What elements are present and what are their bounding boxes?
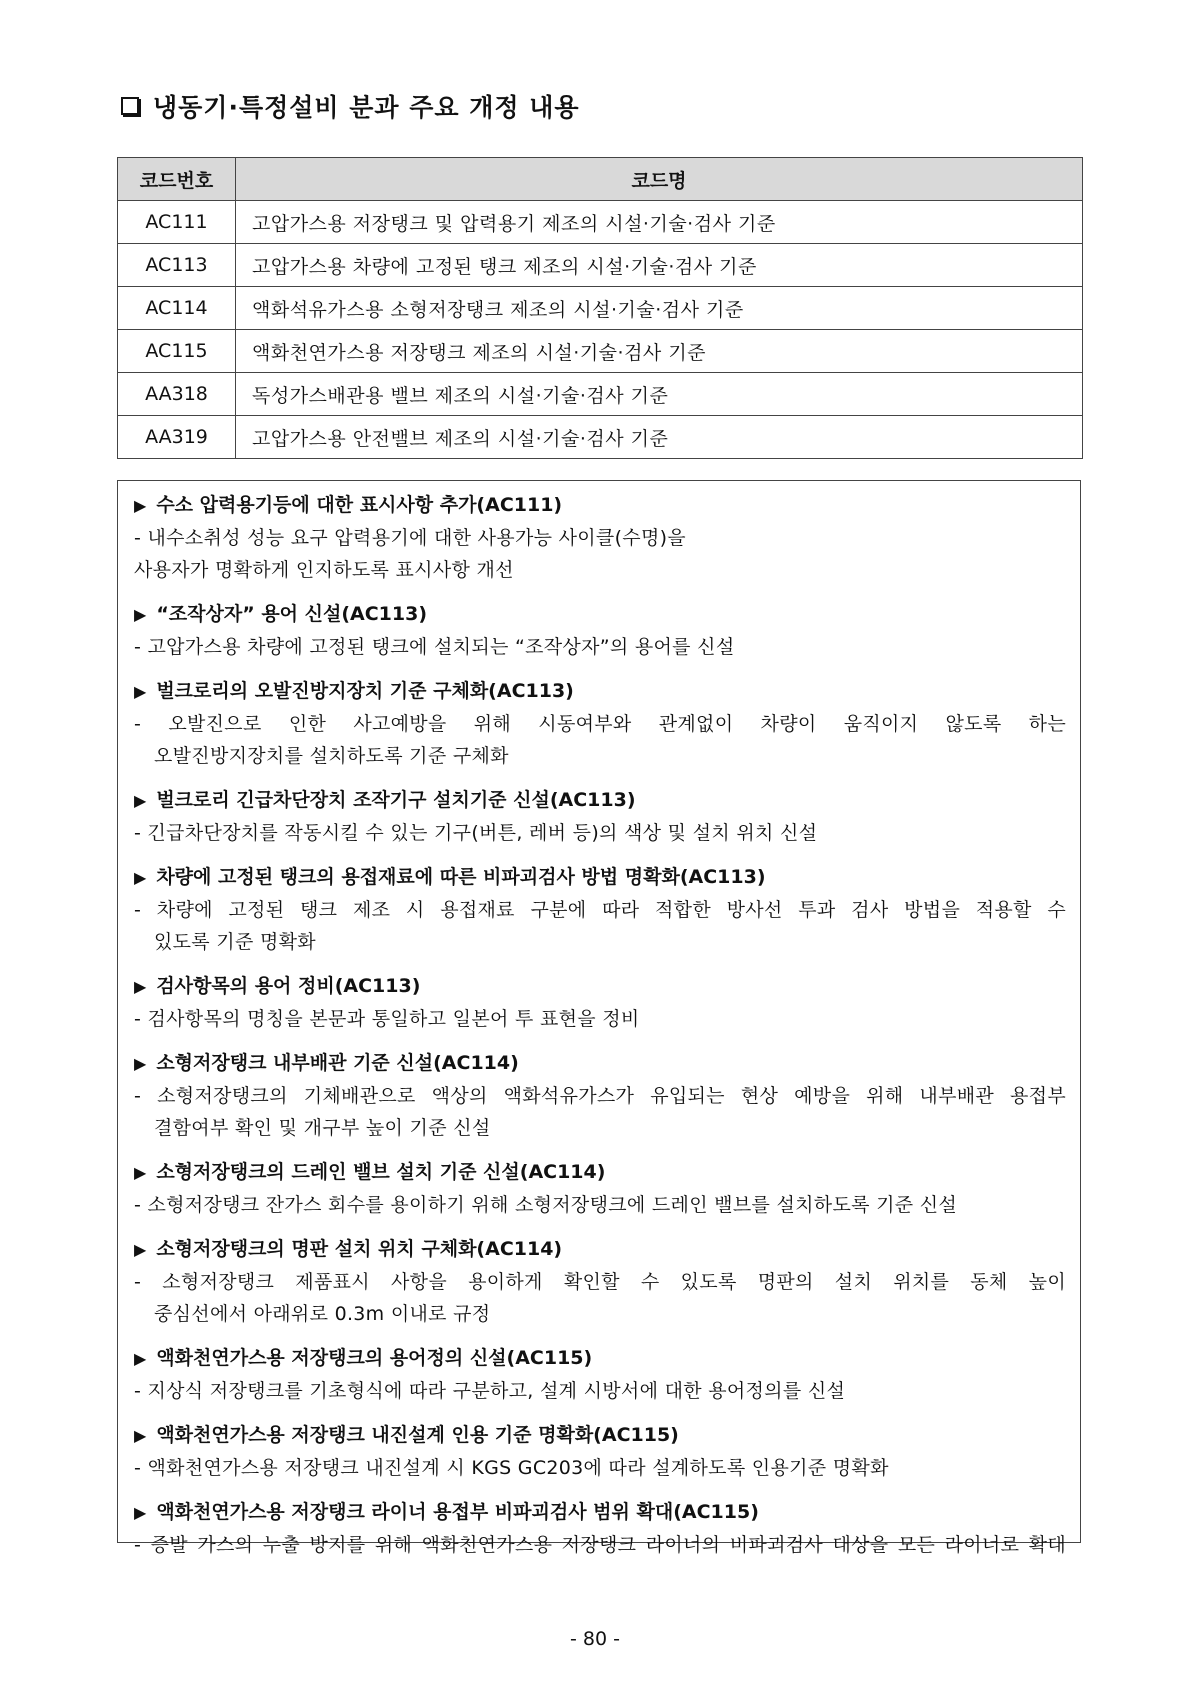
triangle-bullet-icon: ▶ <box>134 1426 147 1445</box>
revision-heading <box>134 1342 1066 1375</box>
revision-item <box>134 1419 1066 1484</box>
revision-heading <box>134 598 1066 631</box>
code-name-cell: 고압가스용 안전밸브 제조의 시설·기술·검사 기준 <box>236 416 1083 459</box>
revision-description: 있도록 기준 명확화 <box>154 931 316 953</box>
triangle-bullet-icon: ▶ <box>134 605 147 624</box>
revision-heading-text: 액화천연가스용 저장탱크의 용어정의 신설(AC115) <box>156 1347 593 1369</box>
revision-item <box>134 970 1066 1035</box>
revision-heading-text: 소형저장탱크 내부배관 기준 신설(AC114) <box>156 1052 519 1074</box>
code-name-cell: 고압가스용 차량에 고정된 탱크 제조의 시설·기술·검사 기준 <box>236 244 1083 287</box>
revision-description: 결함여부 확인 및 개구부 높이 기준 신설 <box>154 1117 491 1139</box>
revision-heading-text: 액화천연가스용 저장탱크 라이너 용접부 비파괴검사 범위 확대(AC115) <box>156 1501 759 1523</box>
revision-description: - 내수소취성 성능 요구 압력용기에 대한 사용가능 사이클(수명)을 <box>134 527 686 549</box>
revision-heading-text: 소형저장탱크의 드레인 밸브 설치 기준 신설(AC114) <box>156 1161 606 1183</box>
revision-heading <box>134 1419 1066 1452</box>
revision-item <box>134 1233 1066 1330</box>
revision-description: 사용자가 명확하게 인지하도록 표시사항 개선 <box>134 559 514 581</box>
revision-description: - 소형저장탱크 제품표시 사항을 용이하게 확인할 수 있도록 명판의 설치 위치를 동체 높이 <box>134 1271 1066 1293</box>
revision-heading <box>134 1047 1066 1080</box>
triangle-bullet-icon: ▶ <box>134 1349 147 1368</box>
revision-description: - 오발진으로 인한 사고예방을 위해 시동여부와 관계없이 차량이 움직이지 않도록 하는 <box>134 713 1066 735</box>
code-cell: AA319 <box>118 416 236 459</box>
revision-description: - 지상식 저장탱크를 기초형식에 따라 구분하고, 설계 시방서에 대한 용어정의를 신설 <box>134 1380 846 1402</box>
revision-heading-text: 검사항목의 용어 정비(AC113) <box>156 975 421 997</box>
revision-description: - 증발 가스의 누출 방지를 위해 액화천연가스용 저장탱크 라이너의 비파괴검사 대상을 모든 라이너로 확대 <box>134 1534 1066 1556</box>
triangle-bullet-icon: ▶ <box>134 868 147 887</box>
revision-item <box>134 1342 1066 1407</box>
revision-heading <box>134 861 1066 894</box>
header-name: 코드명 <box>236 158 1083 201</box>
revision-description: - 액화천연가스용 저장탱크 내진설계 시 KGS GC203에 따라 설계하도록 인용기준 명확화 <box>134 1457 889 1479</box>
code-cell: AC115 <box>118 330 236 373</box>
code-cell: AA318 <box>118 373 236 416</box>
triangle-bullet-icon: ▶ <box>134 1163 147 1182</box>
revision-heading <box>134 1496 1066 1529</box>
revision-heading <box>134 970 1066 1003</box>
table-row <box>118 287 1083 330</box>
triangle-bullet-icon: ▶ <box>134 682 147 701</box>
revision-item <box>134 861 1066 958</box>
revision-description: - 소형저장탱크의 기체배관으로 액상의 액화석유가스가 유입되는 현상 예방을 위해 내부배관 용접부 <box>134 1085 1066 1107</box>
revision-description: - 소형저장탱크 잔가스 회수를 용이하기 위해 소형저장탱크에 드레인 밸브를 설치하도록 기준 신설 <box>134 1194 958 1216</box>
revision-heading-text: 액화천연가스용 저장탱크 내진설계 인용 기준 명확화(AC115) <box>156 1424 679 1446</box>
revision-description: - 차량에 고정된 탱크 제조 시 용접재료 구분에 따라 적합한 방사선 투과 검사 방법을 적용할 수 <box>134 899 1066 921</box>
revision-item <box>134 784 1066 849</box>
triangle-bullet-icon: ▶ <box>134 1054 147 1073</box>
revision-description: 중심선에서 아래위로 0.3m 이내로 규정 <box>154 1303 491 1325</box>
revision-heading <box>134 1233 1066 1266</box>
revision-heading-text: “조작상자” 용어 신설(AC113) <box>156 603 428 625</box>
code-table <box>117 157 1083 459</box>
page-number: - 80 - <box>570 1628 620 1650</box>
revision-description: - 긴급차단장치를 작동시킬 수 있는 기구(버튼, 레버 등)의 색상 및 설치 위치 신설 <box>134 822 818 844</box>
revision-item <box>134 1047 1066 1144</box>
section-title <box>121 88 580 124</box>
revision-heading-text: 벌크로리 긴급차단장치 조작기구 설치기준 신설(AC113) <box>156 789 636 811</box>
triangle-bullet-icon: ▶ <box>134 1503 147 1522</box>
triangle-bullet-icon: ▶ <box>134 1240 147 1259</box>
revision-item <box>134 1156 1066 1221</box>
header-code: 코드번호 <box>118 158 236 201</box>
checkbox-square-icon <box>121 97 139 115</box>
table-row <box>118 201 1083 244</box>
triangle-bullet-icon: ▶ <box>134 496 147 515</box>
revision-item <box>134 675 1066 772</box>
code-name-cell: 고압가스용 저장탱크 및 압력용기 제조의 시설·기술·검사 기준 <box>236 201 1083 244</box>
revision-description: - 고압가스용 차량에 고정된 탱크에 설치되는 “조작상자”의 용어를 신설 <box>134 636 735 658</box>
table-header-row <box>118 158 1083 201</box>
revision-heading <box>134 675 1066 708</box>
revision-heading-text: 차량에 고정된 탱크의 용접재료에 따른 비파괴검사 방법 명확화(AC113) <box>156 866 766 888</box>
revision-item <box>134 1496 1066 1561</box>
code-cell: AC111 <box>118 201 236 244</box>
revision-summary-box <box>117 480 1081 1556</box>
table-row <box>118 416 1083 459</box>
triangle-bullet-icon: ▶ <box>134 791 147 810</box>
revision-heading <box>134 784 1066 817</box>
revision-item <box>134 489 1066 586</box>
revision-heading <box>134 489 1066 522</box>
revision-heading-text: 소형저장탱크의 명판 설치 위치 구체화(AC114) <box>156 1238 563 1260</box>
code-name-cell: 독성가스배관용 밸브 제조의 시설·기술·검사 기준 <box>236 373 1083 416</box>
code-name-cell: 액화석유가스용 소형저장탱크 제조의 시설·기술·검사 기준 <box>236 287 1083 330</box>
code-cell: AC113 <box>118 244 236 287</box>
code-name-cell: 액화천연가스용 저장탱크 제조의 시설·기술·검사 기준 <box>236 330 1083 373</box>
revision-heading-text: 수소 압력용기등에 대한 표시사항 추가(AC111) <box>156 494 563 516</box>
revision-heading-text: 벌크로리의 오발진방지장치 기준 구체화(AC113) <box>156 680 574 702</box>
revision-description: 오발진방지장치를 설치하도록 기준 구체화 <box>154 745 509 767</box>
section-title-text: 냉동기·특정설비 분과 주요 개정 내용 <box>153 93 580 122</box>
triangle-bullet-icon: ▶ <box>134 977 147 996</box>
table-row <box>118 330 1083 373</box>
code-cell: AC114 <box>118 287 236 330</box>
table-row <box>118 373 1083 416</box>
revision-heading <box>134 1156 1066 1189</box>
revision-description: - 검사항목의 명칭을 본문과 통일하고 일본어 투 표현을 정비 <box>134 1008 640 1030</box>
table-row <box>118 244 1083 287</box>
revision-item <box>134 598 1066 663</box>
